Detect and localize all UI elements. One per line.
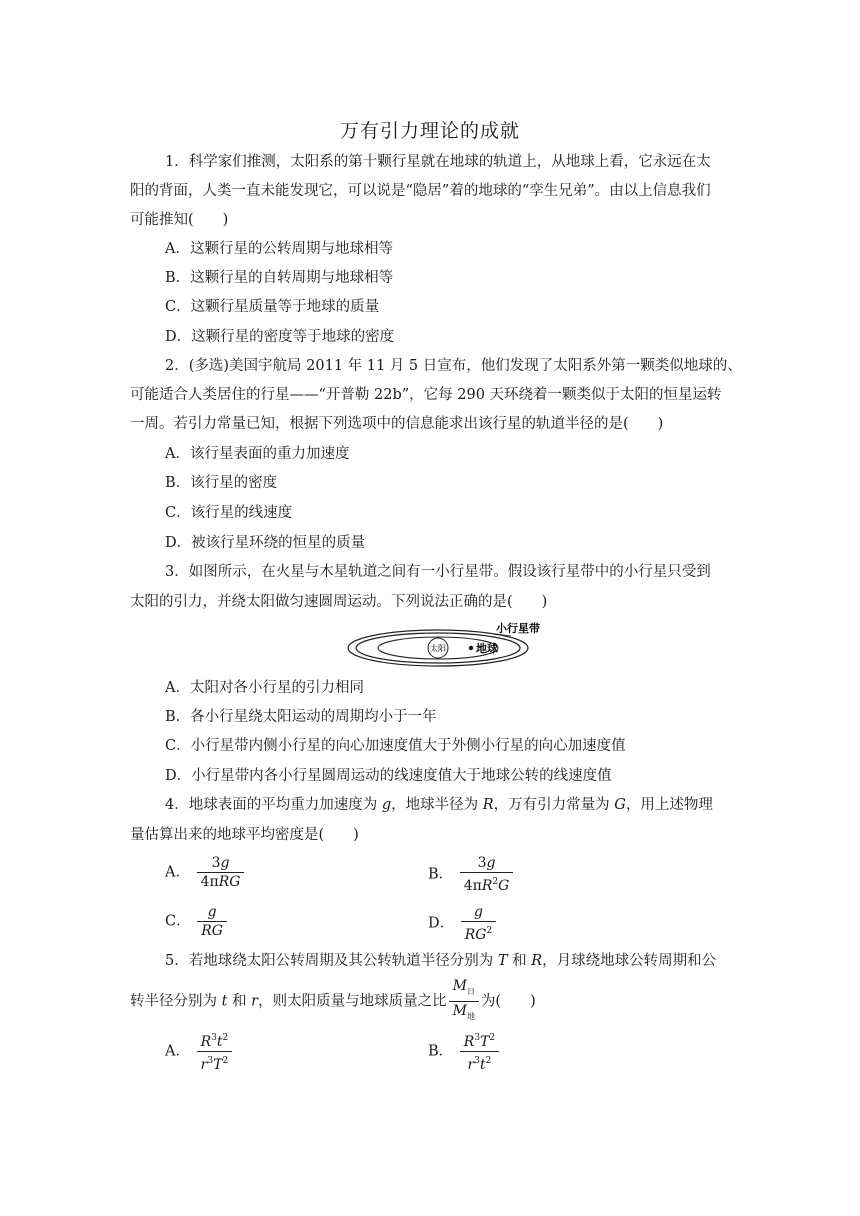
q1-option-d: D．这颗行星的密度等于地球的密度 [165,329,395,345]
q4-option-b-label: B． [428,866,454,883]
q2-line-1: 2．(多选)美国宇航局 2011 年 11 月 5 日宣布，他们发现了太阳系外第一颗类似地球的、 [165,358,742,374]
q5-text-and: 和 [507,953,532,969]
q2-line-2: 可能适合人类居住的行星——“开普勒 22b”，它每 290 天环绕着一颗类似于太阳的恒星运转 [130,387,722,403]
q5-m-den: M [452,1003,467,1019]
q5-var-r: r [251,993,259,1010]
q1-option-a: A．这颗行星的公转周期与地球相等 [165,241,393,257]
q4-text-d: ，用上述物理 [625,797,713,813]
q5-text-b: ，月球绕地球公转周期和公 [542,953,717,969]
q2-option-b: B．该行星的密度 [165,475,278,491]
q4-line-2: 量估算出来的地球平均密度是( ) [130,827,359,843]
q4-var-g: g [381,797,392,813]
earth-label: 地球 [476,642,498,655]
sun-label: 太阳 [430,644,446,653]
q1-option-c: C．这颗行星质量等于地球的质量 [165,299,380,315]
q3-option-a: A．太阳对各小行星的引力相同 [165,680,364,696]
page-title: 万有引力理论的成就 [339,120,520,142]
q1-line-1: 1．科学家们推测，太阳系的第十颗行星就在地球的轨道上，从地球上看，它永远在太 [165,154,711,170]
fraction-3g-over-4pirg: $\frac{3g}{\text{4πRG}}$ [197,855,245,890]
q4-option-c-label: C． [165,913,191,930]
fraction-g-over-rg2: $\frac{g}{RG^2}$ [461,904,496,943]
q5-text-e: 为( ) [480,993,536,1010]
q5-var-big-t: T [497,953,508,969]
fraction-g-over-rg: $\frac{g}{RG}$ [197,904,227,939]
q4-text-c: ，万有引力常量为 [493,797,615,813]
q4-text-a: 4．地球表面的平均重力加速度为 [165,797,382,813]
q4-option-a [165,855,246,890]
q2-option-c: C．该行星的线速度 [165,505,293,521]
q4-text-b: ，地球半径为 [391,797,483,813]
q5-var-big-r: R [531,953,543,969]
fraction-3g-over-4pir2g: $\frac{3g}{4\pi R^2G}$ [460,855,514,894]
q5-text-c: 转半径分别为 [130,993,222,1010]
q2-option-d: D．被该行星环绕的恒星的质量 [165,535,366,551]
q5-text-d: ，则太阳质量与地球质量之比 [258,993,447,1010]
q4-option-c [165,904,229,939]
q4-option-d-label: D． [428,915,455,932]
q5-option-a-label: A． [165,1043,190,1060]
q4-option-a-label: A． [165,864,190,881]
q5-line-1 [165,951,716,971]
q5-text-and-2: 和 [227,993,252,1010]
q3-option-b: B．各小行星绕太阳运动的周期均小于一年 [165,709,437,725]
belt-label: 小行星带 [496,622,540,635]
earth-dot [469,646,473,650]
q4-var-r: R [482,797,494,813]
q3-option-d: D．小行星带内各小行星圆周运动的线速度值大于地球公转的线速度值 [165,768,612,784]
q5-m-num: M [452,978,467,994]
q5-line-2 [130,978,536,1025]
q5-option-b [428,1030,501,1073]
q5-earth-sub: 地 [466,1012,475,1021]
q3-line-2: 太阳的引力，并绕太阳做匀速圆周运动。下列说法正确的是( ) [130,594,548,610]
q2-line-3: 一周。若引力常量已知，根据下列选项中的信息能求出该行星的轨道半径的是( ) [130,416,664,432]
fraction-r3t2-over-r3t2: $\frac{R^3t^2}{r^3T^2}$ [197,1030,233,1073]
q1-line-3: 可能推知( ) [130,212,229,228]
q1-option-b: B．这颗行星的自转周期与地球相等 [165,270,394,286]
q5-text-a: 5．若地球绕太阳公转周期及其公转轨道半径分别为 [165,953,498,969]
q3-line-1: 3．如图所示，在火星与木星轨道之间有一小行星带。假设该行星带中的小行星只受到 [165,564,711,580]
q5-option-b-label: B． [428,1043,454,1060]
q5-option-a [165,1030,234,1073]
q5-var-t: t [221,993,228,1010]
q4-line-1 [165,795,713,815]
fraction-r3T2-over-r3t2: $\frac{R^3T^2}{r^3t^2}$ [460,1030,499,1073]
fraction-mass-ratio [449,978,479,1025]
orbit-diagram [346,622,566,668]
q2-option-a: A．该行星表面的重力加速度 [165,446,350,462]
q5-sun-sub: 日 [466,987,475,996]
q4-var-big-g: G [614,797,626,813]
q4-option-b [428,855,515,894]
q3-option-c: C．小行星带内侧小行星的向心加速度值大于外侧小行星的向心加速度值 [165,738,626,754]
q1-line-2: 阳的背面，人类一直未能发现它，可以说是“隐居”着的地球的“孪生兄弟”。由以上信息我们 [130,183,711,199]
q4-option-d [428,904,498,943]
